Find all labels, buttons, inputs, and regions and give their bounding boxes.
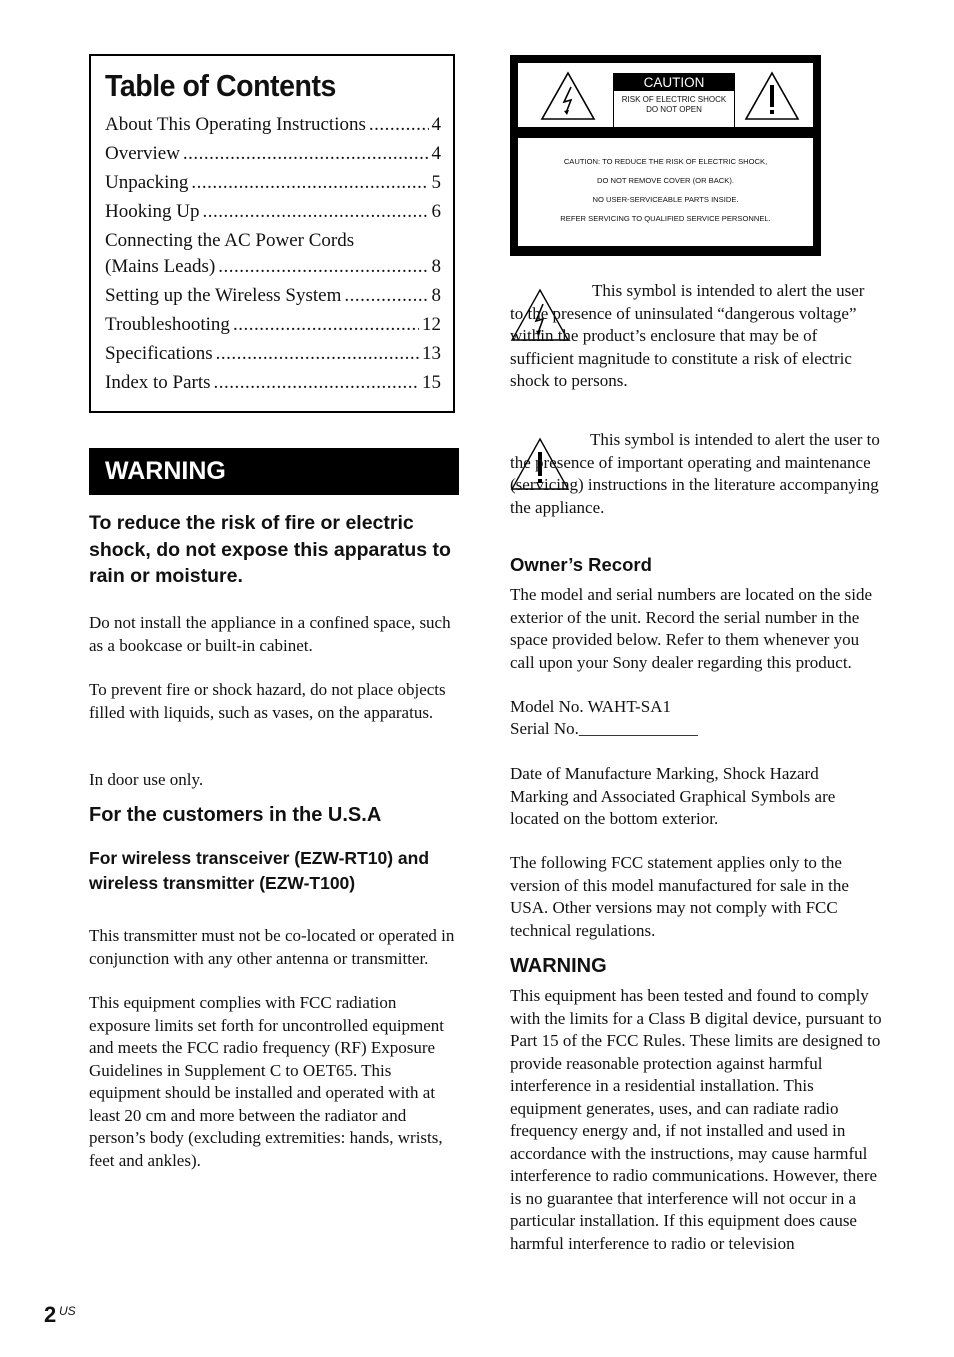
- caution-line: REFER SERVICING TO QUALIFIED SERVICE PERSONNEL.: [560, 214, 771, 223]
- usa-heading: For the customers in the U.S.A: [89, 804, 382, 826]
- caution-sub-line: DO NOT OPEN: [646, 104, 702, 114]
- toc-list: [105, 112, 441, 399]
- toc-item-page: 13: [422, 343, 441, 364]
- symbol-instructions-paragraph: This symbol is intended to alert the user to the presence of important operating and maintenance (servicing) instructions in the literature accompanying the appliance.: [510, 430, 880, 517]
- caution-line: DO NOT REMOVE COVER (OR BACK).: [597, 176, 734, 185]
- toc-item[interactable]: [105, 199, 441, 225]
- caution-word: CAUTION: [614, 74, 734, 91]
- symbol-instructions-text: [510, 429, 880, 519]
- caution-line: NO USER-SERVICEABLE PARTS INSIDE.: [592, 195, 739, 204]
- toc-item-title: Specifications: [105, 343, 213, 364]
- table-of-contents: [89, 54, 455, 413]
- caution-label-image: [510, 55, 821, 256]
- page-region-code: US: [59, 1304, 76, 1318]
- toc-item[interactable]: [105, 370, 441, 396]
- toc-item-title: Setting up the Wireless System: [105, 285, 342, 306]
- toc-item[interactable]: [105, 341, 441, 367]
- caution-line: CAUTION: TO REDUCE THE RISK OF ELECTRIC SHOCK,: [563, 157, 768, 166]
- toc-item-page: 5: [431, 172, 441, 193]
- toc-item[interactable]: [105, 141, 441, 167]
- paragraph-liquids: To prevent fire or shock hazard, do not place objects filled with liquids, such as vases, on the apparatus.: [89, 680, 446, 722]
- toc-item-title: Connecting the AC Power Cords: [105, 230, 355, 251]
- toc-item-page: 12: [422, 314, 441, 335]
- toc-item[interactable]: [105, 283, 441, 309]
- toc-item-page: 8: [431, 256, 441, 277]
- toc-item-title-cont: (Mains Leads): [105, 256, 216, 277]
- toc-item-title: Index to Parts: [105, 372, 211, 393]
- toc-item-title: About This Operating Instructions: [105, 114, 366, 135]
- symbol-voltage-paragraph: This symbol is intended to alert the user to the presence of uninsulated “dangerous voltage” within the product’s enclosure that may be of sufficient magnitude to constitute a risk of electric shock to persons.: [510, 281, 865, 390]
- toc-item[interactable]: [105, 228, 441, 280]
- caution-head: [613, 73, 735, 129]
- model-number: Model No. WAHT-SA1: [510, 697, 672, 716]
- toc-item-page: 4: [431, 114, 441, 135]
- toc-item-page: 15: [422, 372, 441, 393]
- toc-item-title: Unpacking: [105, 172, 189, 193]
- paragraph-confined-space: Do not install the appliance in a confined space, such as a bookcase or built-in cabinet.: [89, 613, 451, 655]
- fcc-warning-paragraph: This equipment has been tested and found to comply with the limits for a Class B digital device, pursuant to Part 15 of the FCC Rules. These limits are designed to provide reasonable protection against harmful interference in a residential installation. This equipment generates, uses, and can radiate radio frequency energy and, if not installed and used in accordance with the instructions, may cause harmful interference to radio communications. However, there is no guarantee that interference will not occur in a particular installation. If this equipment does cause harmful interference to radio or television: [510, 986, 882, 1253]
- toc-item-title: Overview: [105, 143, 180, 164]
- toc-item[interactable]: [105, 170, 441, 196]
- toc-item[interactable]: [105, 112, 441, 138]
- page-number: 2: [44, 1302, 57, 1327]
- warning-banner: [89, 448, 459, 495]
- paragraph-colocated: This transmitter must not be co-located or operated in conjunction with any other antenna or transmitter.: [89, 926, 455, 968]
- lightning-triangle-icon: [540, 71, 596, 121]
- warning-banner-title: WARNING: [105, 457, 226, 485]
- toc-item-title: Hooking Up: [105, 201, 200, 222]
- caution-sub-line: RISK OF ELECTRIC SHOCK: [621, 95, 727, 104]
- symbol-voltage-text: [510, 280, 880, 393]
- toc-item-page: 6: [431, 201, 441, 222]
- serial-number: Serial No.______________: [510, 719, 698, 738]
- owners-record-paragraph: The model and serial numbers are located on the side exterior of the unit. Record the serial number in the space provided below. Refer to them whenever you call upon your Sony dealer regarding this product.: [510, 585, 873, 672]
- toc-item[interactable]: [105, 312, 441, 338]
- toc-item-page: 4: [431, 143, 441, 164]
- warning-lead: To reduce the risk of fire or electric shock, do not expose this apparatus to rain or moisture.: [89, 512, 451, 587]
- owners-record-heading: Owner’s Record: [510, 554, 652, 575]
- date-marking-paragraph: Date of Manufacture Marking, Shock Hazard Marking and Associated Graphical Symbols are located on the bottom exterior.: [510, 764, 836, 828]
- paragraph-indoor: In door use only.: [89, 770, 204, 789]
- toc-item-page: 8: [431, 285, 441, 306]
- fcc-statement-paragraph: The following FCC statement applies only to the version of this model manufactured for sale in the USA. Other versions may not comply with FCC technical regulations.: [510, 853, 849, 940]
- paragraph-fcc-exposure: This equipment complies with FCC radiation exposure limits set forth for uncontrolled equipment and meets the FCC radio frequency (RF) Exposure Guidelines in Supplement C to OET65. This equipment should be installed and operated with at least 20 cm and more between the radiator and person’s body (excluding extremities: hands, wrists, feet and ankles).: [89, 993, 445, 1170]
- fcc-warning-heading: WARNING: [510, 955, 607, 977]
- toc-title: Table of Contents: [105, 68, 336, 103]
- wireless-heading: For wireless transceiver (EZW-RT10) and wireless transmitter (EZW-T100): [89, 848, 430, 893]
- toc-item-title: Troubleshooting: [105, 314, 230, 335]
- exclamation-triangle-icon: [744, 71, 800, 121]
